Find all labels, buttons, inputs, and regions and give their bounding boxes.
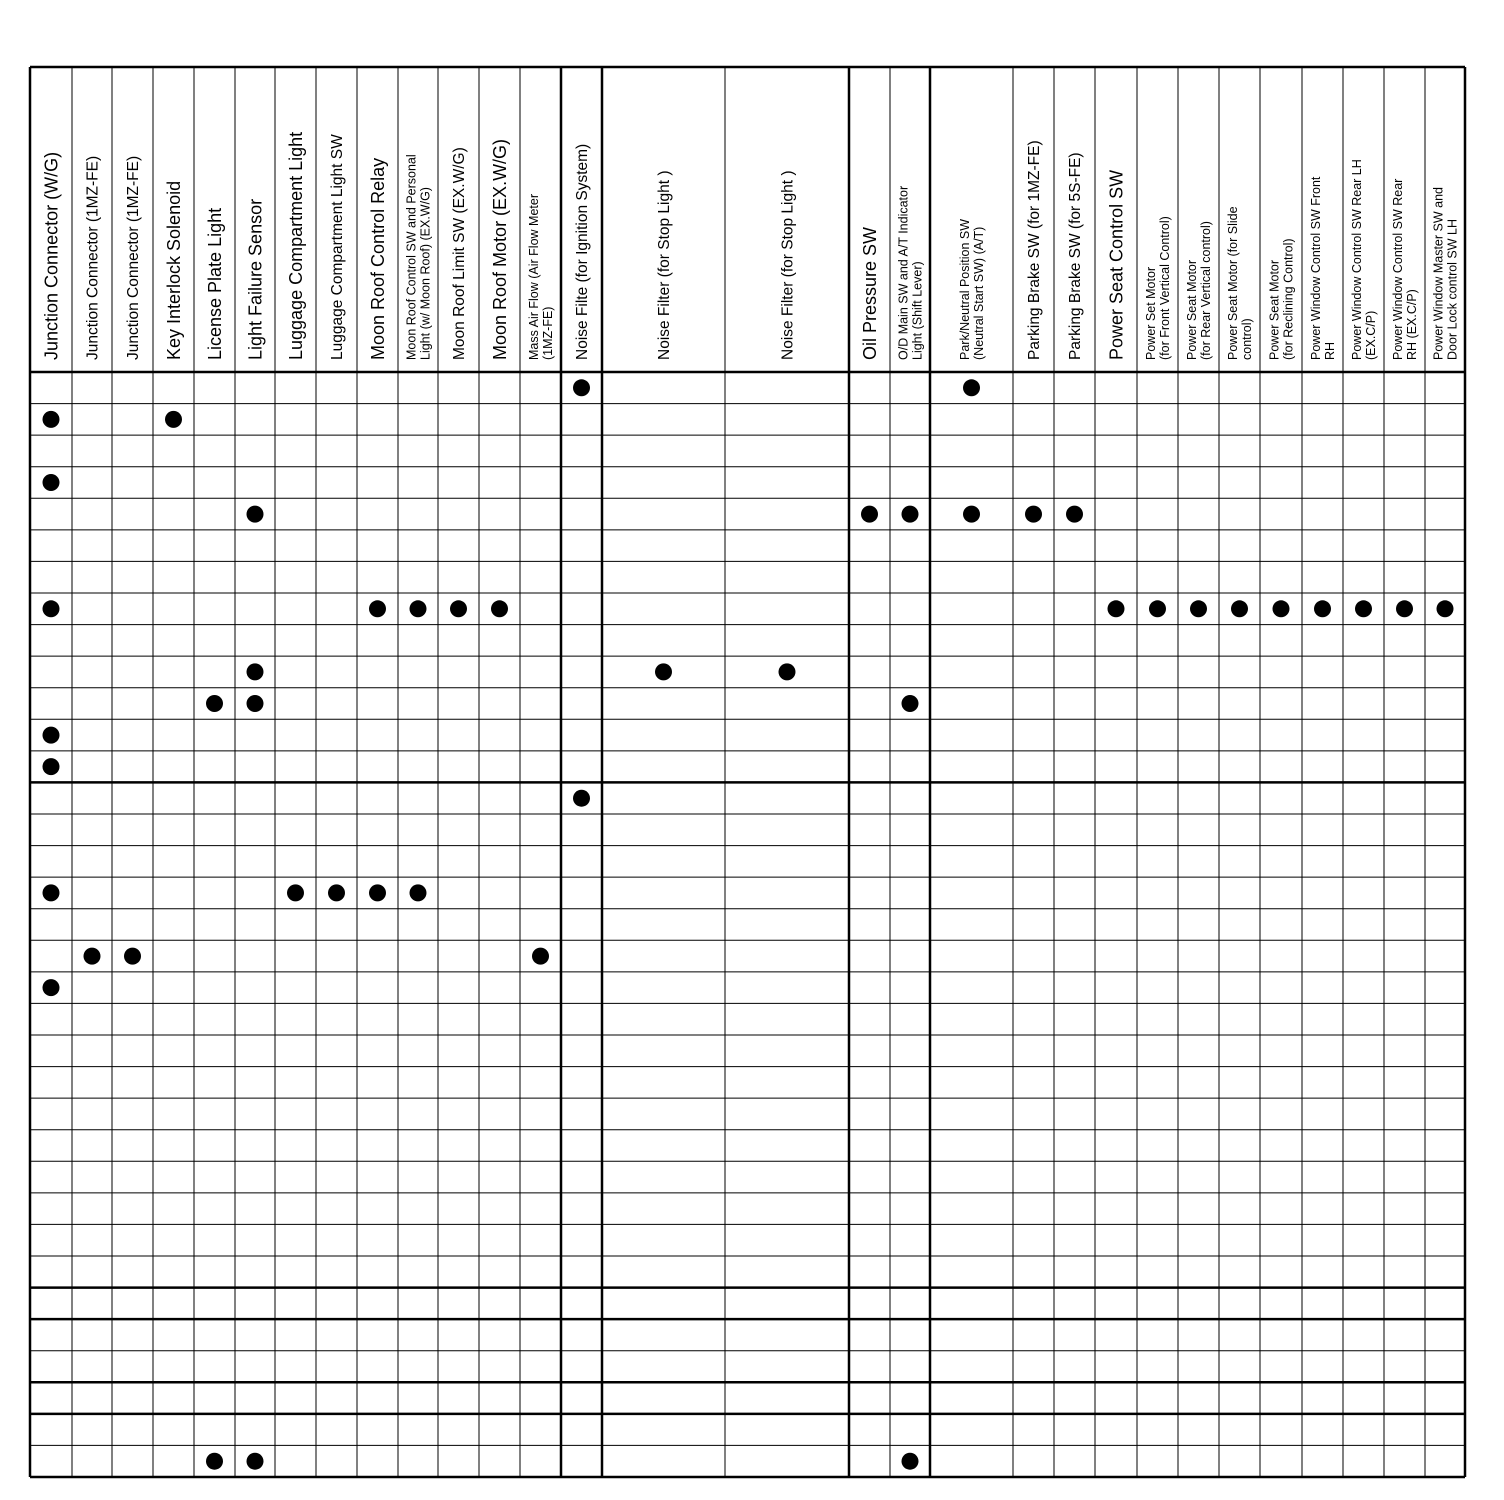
connection-dot: [43, 600, 60, 617]
connection-dot: [1108, 600, 1125, 617]
column-header-line: Power Window Control SW Rear: [1391, 178, 1406, 360]
connection-dot: [655, 663, 672, 680]
column-header-15: [656, 170, 673, 360]
connection-dot: [43, 474, 60, 491]
connection-dot: [43, 758, 60, 775]
column-header-line: (1MZ-FE): [540, 306, 555, 360]
column-header-line: Door Lock control SW LH: [1445, 218, 1460, 360]
column-header-11: [451, 147, 468, 360]
column-header-line: Moon Roof Control Relay: [368, 157, 388, 360]
column-header-line: (Neutral Start SW) (A/T): [971, 226, 986, 360]
connection-dot: [861, 506, 878, 523]
column-header-line: Oil Pressure SW: [860, 226, 880, 360]
column-header-line: Light (w/ Moon Roof) (EX.W/G): [418, 187, 433, 360]
column-header-25: [1226, 206, 1254, 360]
column-header-28: [1350, 159, 1378, 360]
column-header-line: RH (EX.C/P): [1404, 289, 1419, 360]
column-header-8: [329, 134, 346, 360]
column-header-line: Moon Roof Limit SW (EX.W/G): [451, 147, 469, 360]
column-header-line: (for Front Vertical Control): [1157, 216, 1172, 360]
column-header-line: Mass Air Flow (Air Flow Meter: [527, 194, 542, 360]
column-header-2: [85, 156, 102, 360]
column-header-line: Park/Neutral Position SW: [958, 218, 973, 360]
connection-dot: [287, 884, 304, 901]
column-header-18: [897, 186, 925, 360]
connection-dot: [165, 411, 182, 428]
column-header-line: Parking Brake SW (for 1MZ-FE): [1026, 140, 1044, 360]
column-header-24: [1185, 221, 1213, 360]
column-header-line: License Plate Light: [205, 207, 225, 360]
column-header-7: [286, 132, 306, 360]
connection-dot: [43, 884, 60, 901]
column-header-27: [1309, 176, 1337, 360]
connection-dot: [369, 600, 386, 617]
connection-dot: [247, 663, 264, 680]
column-header-26: [1268, 238, 1296, 360]
connection-dot: [1273, 600, 1290, 617]
column-header-line: Light Failure Sensor: [245, 198, 266, 360]
connection-dot: [328, 884, 345, 901]
column-header-line: Power Seat Control SW: [1106, 169, 1127, 360]
column-header-6: [246, 199, 266, 360]
column-header-30: [1432, 187, 1460, 360]
connection-dot: [410, 884, 427, 901]
column-header-29: [1391, 179, 1419, 360]
column-header-line: Power Window Master SW and: [1431, 187, 1446, 360]
column-header-line: Power Seat Motor: [1185, 259, 1200, 360]
column-header-line: Key Interlock Solenoid: [164, 180, 184, 360]
column-header-line: (for Reclining Control): [1281, 238, 1296, 360]
column-header-line: Parking Brake SW (for 5S-FE): [1067, 152, 1085, 360]
column-header-line: Power Window Control SW Front: [1309, 176, 1324, 360]
connection-dot: [491, 600, 508, 617]
column-header-5: [205, 208, 225, 360]
connection-dot: [902, 1453, 919, 1470]
connection-dot: [902, 695, 919, 712]
column-header-line: Moon Roof Control SW and Personal: [404, 154, 419, 360]
connection-dot: [43, 411, 60, 428]
connection-dot: [532, 948, 549, 965]
column-header-22: [1107, 170, 1127, 360]
connection-dot: [1314, 600, 1331, 617]
connection-dot: [1066, 506, 1083, 523]
column-header-line: RH: [1322, 341, 1337, 360]
connection-dot: [1437, 600, 1454, 617]
column-header-3: [125, 156, 142, 360]
column-header-20: [1026, 140, 1043, 360]
column-header-17: [860, 227, 880, 360]
connection-dot: [1025, 506, 1042, 523]
connection-dot: [1190, 600, 1207, 617]
column-header-line: Power Seat Motor: [1267, 259, 1282, 360]
column-header-line: Power Seat Motor (for Slide: [1226, 206, 1241, 360]
column-header-23: [1144, 216, 1172, 360]
column-header-line: Noise Filter (for Stop Light ): [656, 170, 674, 360]
connection-dot: [963, 379, 980, 396]
column-header-line: Junction Connector (1MZ-FE): [84, 155, 102, 360]
column-header-14: [574, 144, 591, 360]
column-header-line: Noise Filter (for Stop Light ): [779, 170, 797, 360]
connection-dot: [247, 1453, 264, 1470]
column-header-line: (EX.C/P): [1363, 310, 1378, 360]
connection-dot: [1231, 600, 1248, 617]
connection-dot: [410, 600, 427, 617]
connection-dot: [1396, 600, 1413, 617]
column-header-line: Noise Filte (for Ignition System): [574, 143, 592, 360]
column-header-10: [405, 154, 433, 360]
column-header-12: [490, 139, 510, 360]
connection-dot: [206, 695, 223, 712]
connection-dot: [1149, 600, 1166, 617]
connection-dot: [573, 790, 590, 807]
column-header-line: Light (Shift Lever): [910, 261, 925, 360]
column-header-line: O/D Main SW and A/T Indicator: [896, 185, 911, 360]
connection-dot: [902, 506, 919, 523]
column-header-16: [780, 170, 797, 360]
connection-dot: [573, 379, 590, 396]
connection-dot: [779, 663, 796, 680]
column-headers: [42, 132, 1460, 360]
column-header-1: [42, 152, 62, 360]
column-header-21: [1067, 152, 1084, 360]
connection-dot: [369, 884, 386, 901]
connection-dot: [206, 1453, 223, 1470]
connection-dot: [247, 695, 264, 712]
column-header-line: Power Set Motor: [1144, 266, 1159, 360]
column-header-line: Moon Roof Motor (EX.W/G): [490, 138, 510, 360]
connection-dot: [124, 948, 141, 965]
connection-dot: [84, 948, 101, 965]
connection-dots: [43, 379, 1454, 1469]
column-header-9: [368, 158, 388, 360]
column-header-line: (for Rear Vertical control): [1198, 221, 1213, 360]
column-header-19: [958, 219, 986, 360]
connection-dot: [247, 506, 264, 523]
connection-dot: [43, 727, 60, 744]
column-header-line: Power Window Control SW Rear LH: [1350, 159, 1365, 360]
column-header-line: Junction Connector (W/G): [41, 151, 62, 360]
column-header-line: Junction Connector (1MZ-FE): [125, 155, 143, 360]
column-header-4: [164, 181, 184, 360]
connection-dot: [1355, 600, 1372, 617]
column-header-line: Luggage Compartment Light: [286, 131, 306, 360]
connection-dot: [450, 600, 467, 617]
connection-dot: [43, 979, 60, 996]
column-header-13: [527, 194, 555, 360]
column-header-line: control): [1239, 318, 1254, 360]
column-header-line: Luggage Compartment Light SW: [329, 134, 347, 360]
connection-dot: [963, 506, 980, 523]
